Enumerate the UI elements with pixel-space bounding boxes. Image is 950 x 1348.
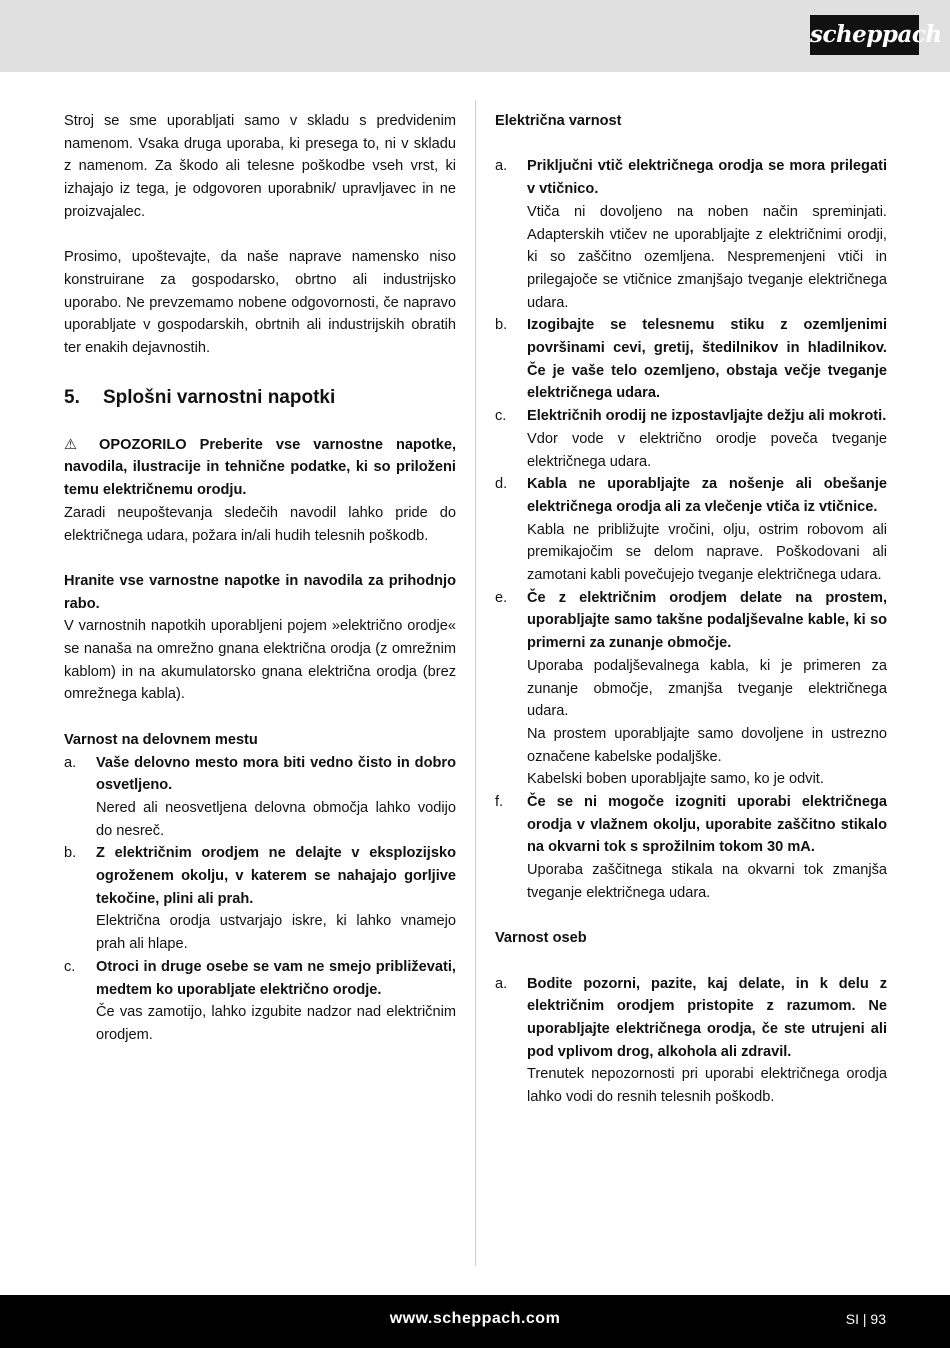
list-item-bold: Kabla ne uporabljajte za nošenje ali obešanje električnega orodja ali za vlečenje vtiča iz vtičnice.: [527, 476, 887, 515]
list-item: [495, 405, 887, 473]
list-item-bold: Bodite pozorni, pazite, kaj delate, in k delu z električnim orodjem pristopite z razumom. Ne uporabljajte električnega orodja, če ste utrujeni ali pod vplivom drog, alkohola ali zdravil.: [527, 975, 887, 1060]
list-item: [495, 973, 887, 1109]
column-divider: [475, 100, 476, 1266]
list-item: [495, 473, 887, 587]
list-item-text: Na prostem uporabljajte samo dovoljene in ustrezno označene kabelske podaljške.: [527, 725, 887, 765]
warning-text: Zaradi neupoštevanja sledečih navodil lahko pride do električnega udara, požara in/ali hudih telesnih poškodb.: [64, 504, 456, 544]
list-item: [495, 314, 887, 405]
list-item-bold: Če z električnim orodjem delate na prostem, uporabljajte samo takšne podaljševalne kable, ki so primerni za zunanje območje.: [527, 589, 887, 652]
personal-safety-list: [495, 973, 887, 1109]
list-item: [495, 155, 887, 314]
list-item: [64, 752, 456, 843]
list-item-text: Vdor vode v električno orodje poveča tveganje električnega udara.: [527, 430, 887, 470]
section-heading: [64, 378, 456, 418]
warning-paragraph: [64, 434, 456, 502]
list-item-label: a.: [495, 158, 508, 175]
list-item-text: Kabla ne približujte vročini, olju, ostrim robovom ali premikajočim se delom naprave. Poškodovani ali zamotani kabli povečujejo tveganje električnega udara.: [527, 521, 887, 584]
list-item-label: b.: [64, 845, 77, 862]
paragraph-intended-use: Stroj se sme uporabljati samo v skladu s predvidenim namenom. Vsaka druga uporaba, ki presega to, ni v skladu z namenom. Za škodo ali telesne poškodbe vseh vrst, ki izhajajo iz tega, je odgovoren uporabnik/ upravljavec in ne proizvajalec.: [64, 113, 456, 220]
list-item-label: a.: [64, 754, 77, 771]
keep-instructions-text: V varnostnih napotkih uporabljeni pojem »električno orodje« se nanaša na omrežno gnana električna orodja (z omrežnim kablom) in na akumulatorsko gnana električna orodja (brez omrežnega kabla).: [64, 618, 456, 703]
list-item-text: Električna orodja ustvarjajo iskre, ki lahko vnamejo prah ali hlape.: [96, 913, 456, 953]
list-item-bold: Vaše delovno mesto mora biti vedno čisto in dobro osvetljeno.: [96, 754, 456, 794]
right-column: [495, 110, 887, 1109]
list-item: [64, 956, 456, 1047]
electrical-safety-heading: Električna varnost: [495, 113, 622, 129]
list-item-bold: Izogibajte se telesnemu stiku z ozemljenimi površinami cevi, gretij, štedilnikov in hladilnikov. Če je vaše telo ozemljeno, obstaja večje tveganje električnega udara.: [527, 317, 887, 402]
list-item-bold: Otroci in druge osebe se vam ne smejo približevati, medtem ko uporabljate električno orodje.: [96, 958, 456, 998]
list-item-bold: Električnih orodij ne izpostavljajte dežju ali mokroti.: [527, 408, 887, 425]
list-item-label: b.: [495, 317, 508, 334]
brand-logo: scheppach: [810, 15, 919, 55]
list-item-label: f.: [495, 794, 504, 811]
left-column: [64, 110, 456, 1047]
list-item-text: Uporaba podaljševalnega kabla, ki je primeren za zunanje območje, zmanjša tveganje električnega udara.: [527, 657, 887, 720]
list-item-label: e.: [495, 589, 508, 606]
work-area-list: [64, 752, 456, 1047]
list-item-label: d.: [495, 476, 508, 493]
warning-bold-text: OPOZORILO Preberite vse varnostne napotke, navodila, ilustracije in tehnične podatke, ki so priloženi temu električnemu orodju.: [64, 436, 456, 499]
personal-safety-heading: Varnost oseb: [495, 930, 587, 947]
list-item-text: Trenutek nepozornosti pri uporabi električnega orodja lahko vodi do resnih telesnih poškodb.: [527, 1066, 887, 1106]
list-item-text: Vtiča ni dovoljeno na noben način spreminjati. Adapterskih vtičev ne uporabljajte z električnimi orodji, ki so zaščitno ozemljena. Nespremenjeni vtiči in prilegajoče se vtičnice zmanjšajo tveganje električnega udara.: [527, 203, 887, 311]
page-number: SI | 93: [845, 1311, 886, 1327]
electrical-safety-list: [495, 155, 887, 904]
list-item: [495, 587, 887, 791]
list-item-bold: Z električnim orodjem ne delajte v eksplozijsko ogroženem okolju, v katerem se nahajajo gorljive tekočine, plini ali prah.: [96, 845, 456, 907]
list-item-label: c.: [495, 408, 507, 425]
list-item-label: c.: [64, 958, 76, 975]
website-link[interactable]: www.scheppach.com: [389, 1310, 561, 1327]
list-item: [64, 842, 456, 956]
work-area-heading: Varnost na delovnem mestu: [64, 731, 258, 748]
list-item-text: Kabelski boben uporabljajte samo, ko je odvit.: [527, 771, 824, 788]
section-number: 5.: [64, 386, 80, 408]
list-item-bold: Če se ni mogoče izogniti uporabi električnega orodja v vlažnem okolju, uporabite zaščitno stikalo na okvarni tok s sprožilnim tokom 30 mA.: [527, 794, 887, 856]
list-item-text: Če vas zamotijo, lahko izgubite nadzor nad električnim orodjem.: [96, 1004, 456, 1043]
footer-bar: [0, 1295, 950, 1348]
header-bar: [0, 0, 950, 72]
section-title: Splošni varnostni napotki: [103, 386, 336, 408]
paragraph-commercial-use: Prosimo, upoštevajte, da naše naprave namensko niso konstruirane za gospodarsko, obrtno ali industrijsko uporabo. Ne prevzemamo nobene odgovornosti, če napravo uporabljate v gospodarskih, obrtnih ali industrijskih obratih ter enakih dejavnostih.: [64, 249, 456, 357]
keep-instructions-bold: Hranite vse varnostne napotke in navodila za prihodnjo rabo.: [64, 572, 456, 612]
warning-triangle-icon: ⚠: [64, 436, 87, 453]
list-item-label: a.: [495, 975, 508, 992]
list-item: [495, 791, 887, 905]
list-item-bold: Priključni vtič električnega orodja se mora prilegati v vtičnico.: [527, 158, 887, 198]
list-item-text: Uporaba zaščitnega stikala na okvarni tok zmanjša tveganje električnega udara.: [527, 862, 887, 901]
list-item-text: Nered ali neosvetljena delovna območja lahko vodijo do nesreč.: [96, 799, 456, 839]
